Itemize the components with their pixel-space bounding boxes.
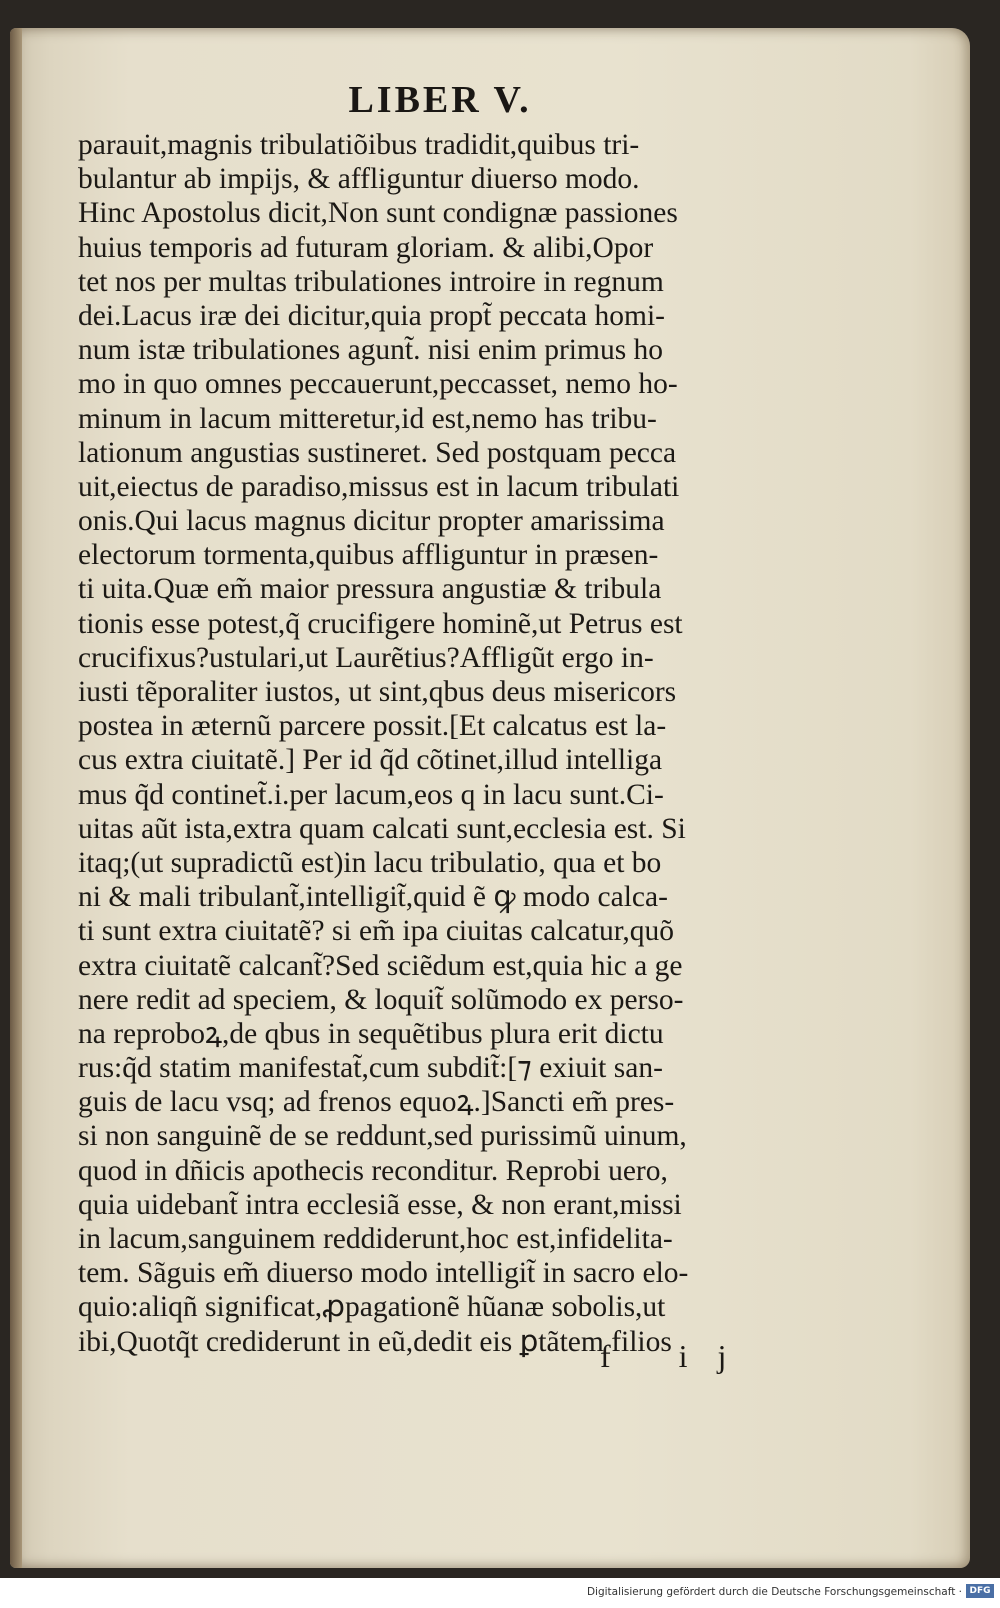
running-head: LIBER V. — [348, 79, 532, 121]
signature-mark: f ij — [600, 1338, 757, 1374]
text-line: na reproboꝝ,de qbus in sequẽtibus plura erit dictu — [78, 1017, 664, 1050]
funding-credit: Digitalisierung gefördert durch die Deutsche Forschungsgemeinschaft · — [586, 1586, 962, 1598]
text-line: tet nos per multas tribulationes introire in regnum — [78, 265, 664, 298]
text-line: tem. Sãguis em̃ diuerso modo intelligit̃ in sacro elo- — [78, 1257, 689, 1290]
text-line: mo in quo omnes peccauerunt,peccasset, nemo ho- — [78, 368, 678, 401]
text-line: si non sanguinẽ de se reddunt,sed purissimũ uinum, — [78, 1120, 687, 1153]
digitization-footer — [0, 1578, 1000, 1608]
text-line: Hinc Apostolus dicit,Non sunt condignæ passiones — [78, 197, 678, 230]
text-line: in lacum,sanguinem reddiderunt,hoc est,infidelita- — [78, 1223, 673, 1255]
text-line: lationum angustias sustineret. Sed postquam pecca — [78, 436, 677, 469]
text-line: uitas aũt ista,extra quam calcati sunt,ecclesia est. Si — [78, 812, 686, 845]
text-line: quio:aliqñ significat,ꝓpagationẽ hũanæ sobolis,ut — [78, 1291, 666, 1324]
text-line: crucifixus?ustulari,ut Laurẽtius?Affligũt ergo in- — [78, 641, 654, 674]
text-line: num istæ tribulationes agunt̃. nisi enim primus ho — [78, 334, 664, 367]
book-page — [10, 28, 970, 1568]
text-line: guis de lacu vsq; ad frenos equoꝝ.]Sancti em̃ pres- — [78, 1086, 675, 1119]
text-line: bulantur ab impijs, & affliguntur diuerso modo. — [78, 163, 640, 196]
text-line: quia uidebant̃ intra ecclesiã esse, & non erant,missi — [78, 1188, 682, 1221]
text-line: rus:q̃d statim manifestat̃,cum subdit̃:[⁊ exiuit san- — [78, 1052, 663, 1085]
text-line: iusti tẽporaliter iustos, ut sint,qbus deus misericors — [78, 676, 677, 708]
dfg-logo-icon: DFG — [966, 1584, 994, 1598]
text-line: nere redit ad speciem, & loquit̃ solũmodo ex perso- — [78, 983, 684, 1016]
text-line: parauit,magnis tribulatiõibus tradidit,quibus tri- — [78, 129, 640, 161]
text-line: electorum tormenta,quibus affliguntur in præsen- — [78, 539, 659, 572]
text-line: ni & mali tribulant̃,intelligit̃,quid ẽ ꝙ modo calca- — [78, 881, 668, 914]
page-text — [78, 128, 818, 1359]
text-line: itaq;(ut supradictũ est)in lacu tribulatio, qua et bo — [78, 846, 662, 879]
text-line: uit,eiectus de paradiso,missus est in lacum tribulati — [78, 470, 680, 503]
text-line: ibi,Quotq̃t crediderunt in eũ,dedit eis ꝑtãtem filios — [78, 1325, 672, 1358]
text-line: ti sunt extra ciuitatẽ? si em̃ ipa ciuitas calcatur,quõ — [78, 915, 674, 948]
text-line: extra ciuitatẽ calcant̃?Sed sciẽdum est,quia hic a ge — [78, 949, 683, 982]
text-line: tionis esse potest,q̃ crucifigere hominẽ,ut Petrus est — [78, 607, 683, 640]
text-line: onis.Qui lacus magnus dicitur propter amarissima — [78, 505, 665, 538]
text-line: quod in dñicis apothecis reconditur. Reprobi uero, — [78, 1154, 668, 1187]
text-line: postea in æternũ parcere possit.[Et calcatus est la- — [78, 710, 667, 743]
text-line: ti uita.Quæ em̃ maior pressura angustiæ & tribula — [78, 573, 662, 606]
text-line: cus extra ciuitatẽ.] Per id q̃d cõtinet,illud intelliga — [78, 744, 663, 777]
text-line: huius temporis ad futuram gloriam. & alibi,Opor — [78, 231, 654, 264]
text-line: dei.Lacus iræ dei dicitur,quia propt̃ peccata homi- — [78, 299, 665, 332]
page-spine-edge — [10, 28, 22, 1568]
text-line: mus q̃d continet̃.i.per lacum,eos q in lacu sunt.Ci- — [78, 778, 664, 811]
text-line: minum in lacum mitteretur,id est,nemo has tribu- — [78, 402, 657, 435]
